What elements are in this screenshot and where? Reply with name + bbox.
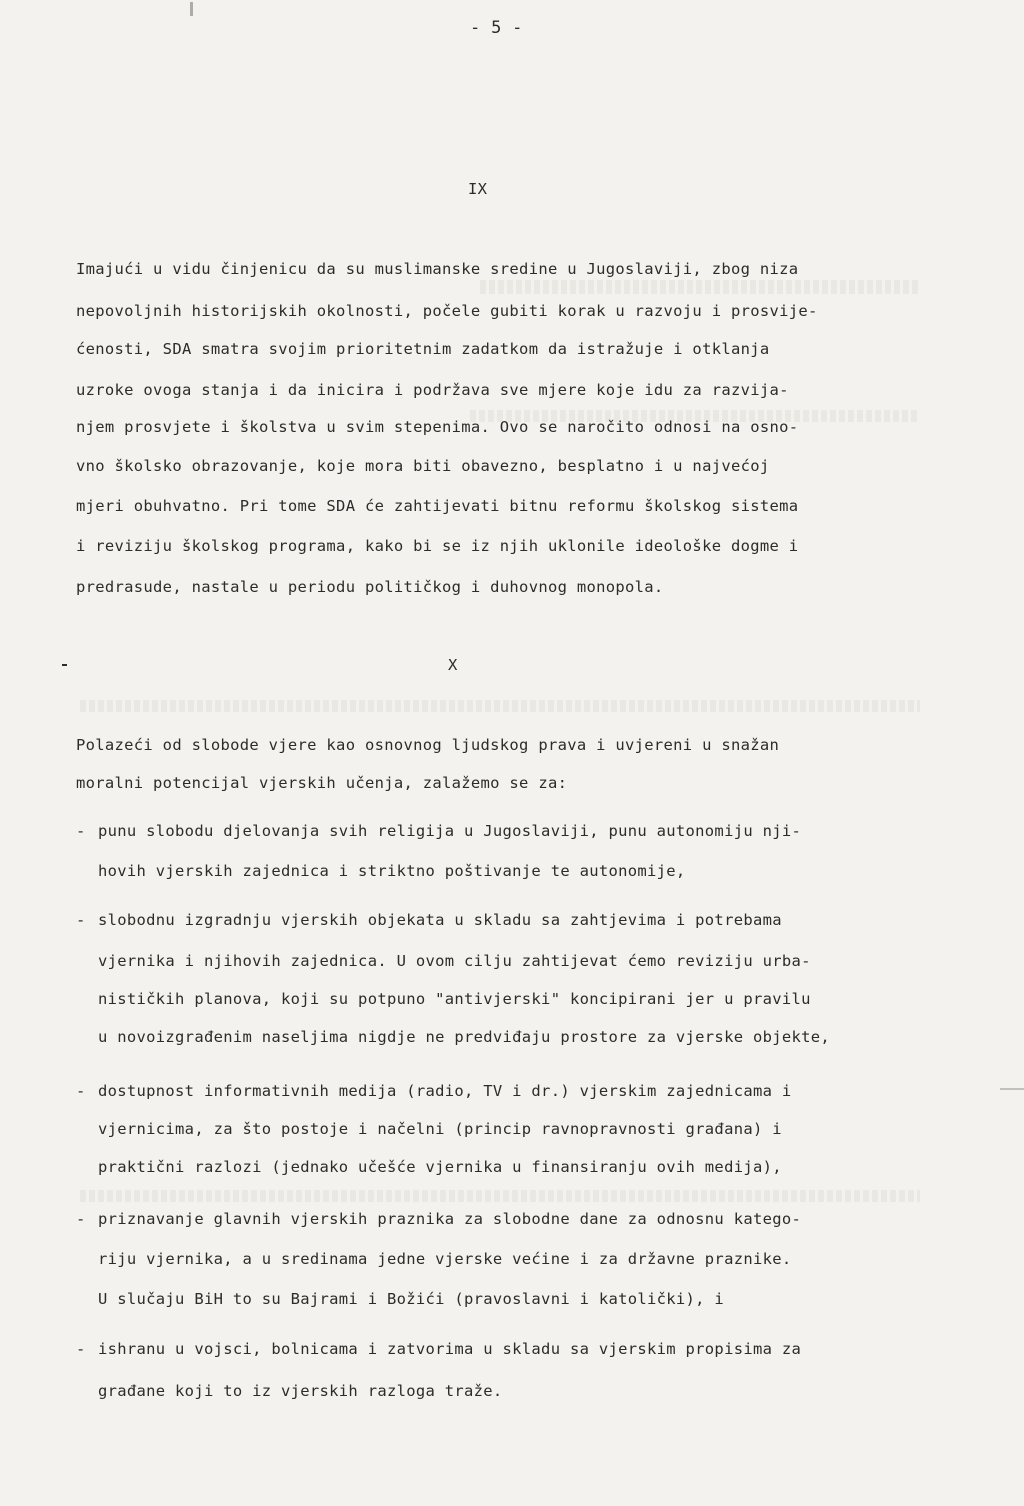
paragraph-line: i reviziju školskog programa, kako bi se iz njih uklonile ideološke dogme i <box>76 537 799 555</box>
bleed-through <box>80 700 920 712</box>
bullet-dash: - <box>76 1082 86 1100</box>
page-number: - 5 - <box>470 18 523 38</box>
bullet-dash: - <box>76 911 86 929</box>
paragraph-line: njem prosvjete i školstva u svim stepenima. Ovo se naročito odnosi na osno- <box>76 418 799 436</box>
section-heading-x: X <box>448 656 458 674</box>
list-item-line: slobodnu izgradnju vjerskih objekata u skladu sa zahtjevima i potrebama <box>98 911 782 929</box>
list-item-line: dostupnost informativnih medija (radio, TV i dr.) vjerskim zajednicama i <box>98 1082 792 1100</box>
list-item-line: riju vjernika, a u sredinama jedne vjerske većine i za državne praznike. <box>98 1250 792 1268</box>
bleed-through <box>480 280 920 294</box>
list-item-line: vjernika i njihovih zajednica. U ovom cilju zahtijevat ćemo reviziju urba- <box>98 952 811 970</box>
margin-mark <box>1000 1088 1024 1090</box>
paragraph-line: nepovoljnih historijskih okolnosti, počele gubiti korak u razvoju i prosvije- <box>76 302 818 320</box>
bleed-through <box>80 1190 920 1202</box>
bullet-dash: - <box>76 822 86 840</box>
paragraph-line: Polazeći od slobode vjere kao osnovnog ljudskog prava i uvjereni u snažan <box>76 736 780 754</box>
paragraph-line: vno školsko obrazovanje, koje mora biti obavezno, besplatno i u najvećoj <box>76 457 770 475</box>
list-item-line: građane koji to iz vjerskih razloga traže. <box>98 1382 503 1400</box>
list-item-line: nističkih planova, koji su potpuno "antivjerski" koncipirani jer u pravilu <box>98 990 811 1008</box>
margin-mark <box>62 664 67 666</box>
list-item-line: hovih vjerskih zajednica i striktno poštivanje te autonomije, <box>98 862 686 880</box>
paragraph-line: Imajući u vidu činjenicu da su muslimanske sredine u Jugoslaviji, zbog niza <box>76 260 799 278</box>
list-item-line: priznavanje glavnih vjerskih praznika za slobodne dane za odnosnu katego- <box>98 1210 802 1228</box>
bullet-dash: - <box>76 1210 86 1228</box>
paragraph-line: ćenosti, SDA smatra svojim prioritetnim zadatkom da istražuje i otklanja <box>76 340 770 358</box>
paragraph-line: mjeri obuhvatno. Pri tome SDA će zahtijevati bitnu reformu školskog sistema <box>76 497 799 515</box>
list-item-line: ishranu u vojsci, bolnicama i zatvorima u skladu sa vjerskim propisima za <box>98 1340 802 1358</box>
list-item-line: punu slobodu djelovanja svih religija u Jugoslaviji, punu autonomiju nji- <box>98 822 802 840</box>
paragraph-line: predrasude, nastale u periodu političkog i duhovnog monopola. <box>76 578 664 596</box>
margin-mark <box>190 2 193 16</box>
list-item-line: u novoizgrađenim naseljima nigdje ne predviđaju prostore za vjerske objekte, <box>98 1028 831 1046</box>
list-item-line: praktični razlozi (jednako učešće vjernika u finansiranju ovih medija), <box>98 1158 782 1176</box>
paragraph-line: uzroke ovoga stanja i da inicira i podržava sve mjere koje idu za razvija- <box>76 381 789 399</box>
paragraph-line: moralni potencijal vjerskih učenja, zalažemo se za: <box>76 774 568 792</box>
bullet-dash: - <box>76 1340 86 1358</box>
list-item-line: vjernicima, za što postoje i načelni (princip ravnopravnosti građana) i <box>98 1120 782 1138</box>
section-heading-ix: IX <box>468 180 488 198</box>
list-item-line: U slučaju BiH to su Bajrami i Božići (pravoslavni i katolički), i <box>98 1290 725 1308</box>
